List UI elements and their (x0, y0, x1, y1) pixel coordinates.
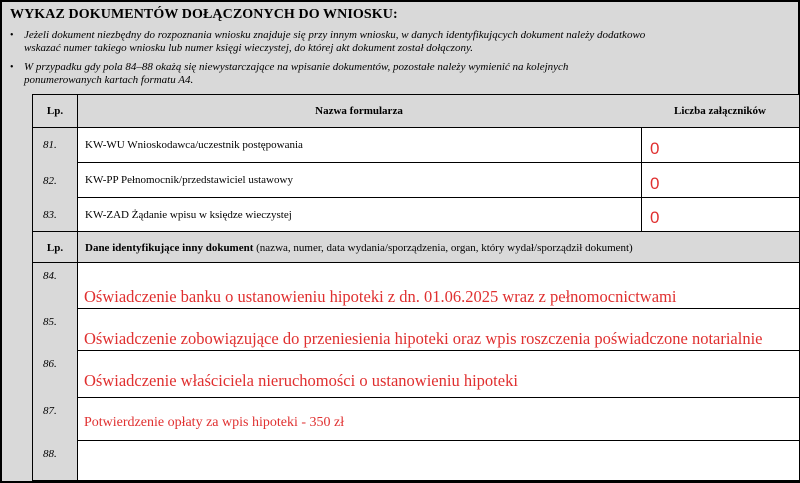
attachment-count-value: 0 (650, 208, 660, 227)
note-2-line-2: ponumerowanych kartach formatu A4. (24, 74, 194, 86)
attachment-count-field[interactable] (641, 127, 800, 163)
table-row-name-cell (77, 197, 642, 232)
note-1 (24, 29, 796, 55)
note-bullet: • (10, 30, 14, 41)
table-row-name-cell (77, 162, 642, 198)
document-field[interactable] (77, 308, 800, 351)
note-2 (24, 61, 796, 87)
table-row-lp: 83. (33, 199, 77, 230)
attachment-count-field[interactable] (641, 162, 800, 198)
table-row-lp: 85. (33, 310, 77, 349)
note-bullet: • (10, 62, 14, 73)
table2-header-lp: Lp. (33, 232, 77, 263)
table-row-lp: 87. (33, 399, 77, 439)
table-row-lp: 86. (33, 352, 77, 397)
document-field[interactable] (77, 350, 800, 398)
table1-header-count: Liczba załączników (641, 95, 799, 127)
table2-header-title-bold: Dane identyfikujące inny dokument (85, 241, 254, 254)
attachment-count-value: 0 (650, 174, 660, 193)
form-name: KW-PP Pełnomocnik/przedstawiciel ustawowy (85, 174, 293, 186)
table2-header-title-rest: (nazwa, numer, data wydania/sporządzenia, organ, który wydał/sporządził dokument) (253, 241, 633, 254)
table-row-lp: 84. (33, 264, 77, 308)
form-name: KW-WU Wnioskodawca/uczestnik postępowania (85, 139, 303, 151)
table-row-lp: 82. (33, 164, 77, 197)
document-field[interactable] (77, 397, 800, 441)
document-value: Oświadczenie banku o ustanowieniu hipoteki z dn. 01.06.2025 wraz z pełnomocnictwami (84, 287, 677, 306)
table2-header-title (78, 232, 799, 263)
table1-header-name: Nazwa formularza (78, 95, 640, 127)
attachment-count-field[interactable] (641, 197, 800, 232)
section-title: WYKAZ DOKUMENTÓW DOŁĄCZONYCH DO WNIOSKU: (10, 7, 398, 22)
document-field[interactable] (77, 440, 800, 481)
document-value: Oświadczenie zobowiązujące do przeniesienia hipoteki oraz wpis roszczenia poświadczone notarialnie (84, 329, 763, 348)
form-name: KW-ZAD Żądanie wpisu w księdze wieczystej (85, 208, 292, 221)
table-row-lp: 81. (33, 128, 77, 162)
attachment-count-value: 0 (650, 139, 660, 158)
document-value: Oświadczenie właściciela nieruchomości o ustanowieniu hipoteki (84, 371, 518, 390)
note-1-line-2: wskazać numer takiego wniosku lub numer księgi wieczystej, do której akt dokument został dołączony. (24, 42, 473, 54)
note-2-line-1: W przypadku gdy pola 84–88 okażą się niewystarczające na wpisanie dokumentów, pozostałe należy wymienić na kolejnych (24, 61, 569, 73)
note-1-line-1: Jeżeli dokument niezbędny do rozpoznania wniosku znajduje się przy innym wniosku, w danych identyfikujących dokument należy dodatkowo (24, 29, 646, 41)
table1-header-lp: Lp. (33, 95, 77, 127)
table-row-lp: 88. (33, 442, 77, 480)
document-value: Potwierdzenie opłaty za wpis hipoteki - 350 zł (84, 415, 345, 430)
table-row-name-cell (77, 127, 642, 163)
document-field[interactable] (77, 262, 800, 309)
